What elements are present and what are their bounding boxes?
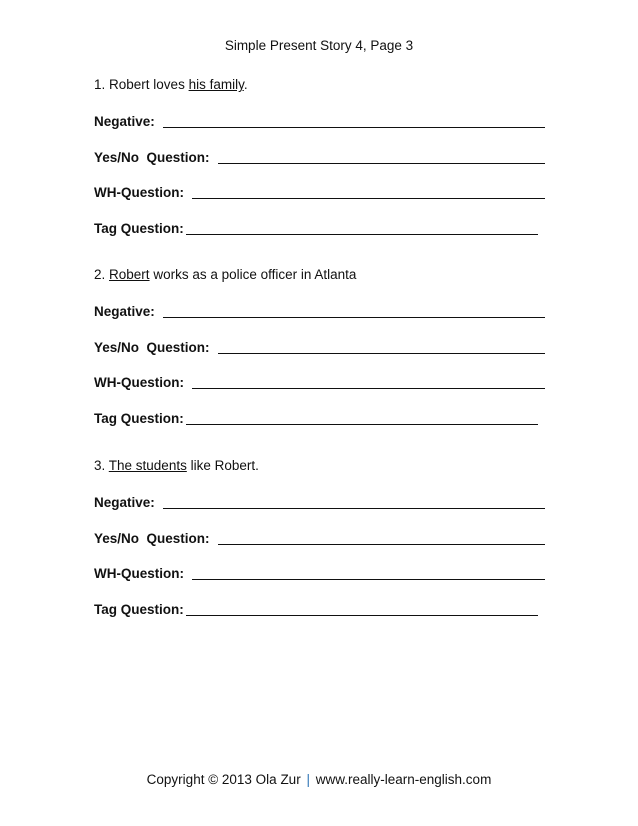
- answer-row-tag[interactable]: [94, 409, 538, 427]
- exercise-sentence-2: [94, 267, 356, 282]
- answer-label: Tag Question:: [94, 221, 184, 236]
- answer-line[interactable]: [163, 507, 545, 509]
- answer-row-tag[interactable]: [94, 600, 538, 618]
- answer-line[interactable]: [218, 352, 545, 354]
- answer-line[interactable]: [186, 614, 538, 616]
- answer-row-wh[interactable]: [94, 183, 545, 201]
- answer-row-wh[interactable]: [94, 564, 545, 582]
- answer-line[interactable]: [186, 233, 538, 235]
- answer-label: Tag Question:: [94, 602, 184, 617]
- sentence-underlined: The students: [108, 458, 187, 473]
- exercise-sentence-3: [94, 458, 259, 473]
- sentence-text-after: .: [243, 77, 248, 92]
- answer-row-yes-no[interactable]: [94, 338, 545, 356]
- website-text: www.really-learn-english.com: [315, 772, 492, 787]
- answer-label: Tag Question:: [94, 411, 184, 426]
- sentence-text-after: like Robert.: [186, 458, 259, 473]
- answer-label: Negative:: [94, 304, 155, 319]
- answer-line[interactable]: [163, 126, 545, 128]
- answer-line[interactable]: [192, 578, 545, 580]
- sentence-number: 1.: [94, 77, 106, 92]
- footer-separator: |: [306, 772, 310, 787]
- answer-label: Negative:: [94, 495, 155, 510]
- answer-line[interactable]: [192, 387, 545, 389]
- answer-row-tag[interactable]: [94, 219, 538, 237]
- sentence-number: 3.: [94, 458, 106, 473]
- page-footer: [0, 772, 638, 787]
- answer-row-wh[interactable]: [94, 373, 545, 391]
- sentence-text-after: works as a police officer in Atlanta: [149, 267, 357, 282]
- answer-line[interactable]: [218, 543, 545, 545]
- answer-line[interactable]: [192, 197, 545, 199]
- answer-row-negative[interactable]: [94, 112, 545, 130]
- answer-line[interactable]: [218, 162, 545, 164]
- sentence-number: 2.: [94, 267, 106, 282]
- answer-label: Negative:: [94, 114, 155, 129]
- exercise-sentence-1: [94, 77, 248, 92]
- answer-label: Yes/No Question:: [94, 340, 210, 355]
- answer-label: WH-Question:: [94, 375, 184, 390]
- answer-label: WH-Question:: [94, 566, 184, 581]
- answer-label: Yes/No Question:: [94, 531, 210, 546]
- answer-row-yes-no[interactable]: [94, 148, 545, 166]
- answer-row-yes-no[interactable]: [94, 529, 545, 547]
- answer-line[interactable]: [186, 423, 538, 425]
- sentence-text-before: Robert loves: [109, 77, 189, 92]
- sentence-underlined: Robert: [109, 267, 150, 282]
- answer-row-negative[interactable]: [94, 302, 545, 320]
- answer-row-negative[interactable]: [94, 493, 545, 511]
- answer-line[interactable]: [163, 316, 545, 318]
- answer-label: Yes/No Question:: [94, 150, 210, 165]
- page-title: Simple Present Story 4, Page 3: [224, 38, 414, 53]
- answer-label: WH-Question:: [94, 185, 184, 200]
- sentence-underlined: his family: [188, 77, 244, 92]
- copyright-text: Copyright © 2013 Ola Zur: [146, 772, 301, 787]
